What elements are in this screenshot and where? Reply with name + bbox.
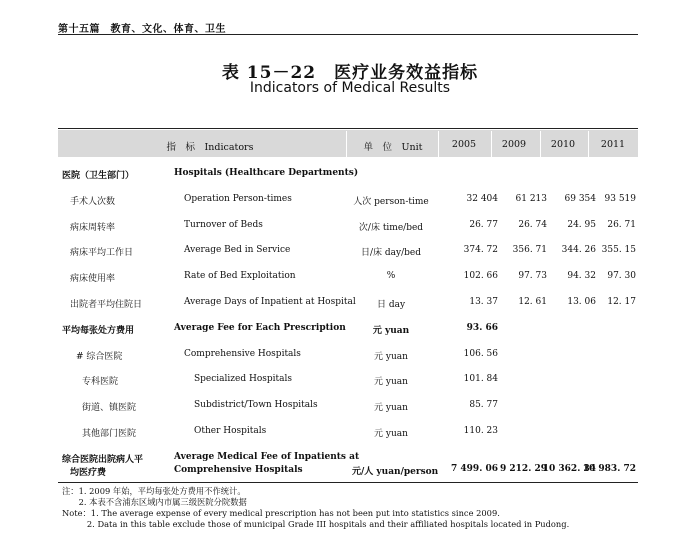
table-row — [58, 165, 638, 191]
value-2009: 61 213 — [515, 193, 547, 204]
page-header: 第十五篇 教育、文化、体育、卫生 — [58, 24, 226, 35]
row-unit: 次/床 time/bed — [358, 222, 424, 233]
row-unit: % — [386, 271, 396, 282]
header-year-2009: 2009 — [501, 139, 527, 150]
row-label-cn: # 综合医院 — [76, 351, 123, 362]
value-2011: 355. 15 — [601, 245, 636, 256]
row-label-cn: 平均每张处方费用 — [62, 325, 135, 336]
value-2011: 97. 30 — [607, 271, 636, 282]
table-row — [58, 423, 638, 449]
value-2005: 93. 66 — [466, 322, 498, 333]
value-2005: 374. 72 — [463, 245, 498, 256]
table-row — [58, 217, 638, 243]
row-label-en: Other Hospitals — [194, 426, 267, 436]
value-2011: 10 983. 72 — [582, 464, 636, 474]
row-label-en: Turnover of Beds — [184, 219, 263, 230]
row-unit: 人次 person-time — [353, 196, 429, 207]
row-label-cn: 病床使用率 — [70, 274, 116, 285]
table-row — [58, 320, 638, 346]
value-2010: 69 354 — [564, 193, 596, 204]
value-2009: 9 212. 29 — [500, 464, 547, 474]
row-label-cn: 病床平均工作日 — [70, 248, 134, 259]
value-2011: 26. 71 — [607, 219, 636, 230]
row-label-cn: 病床周转率 — [70, 222, 116, 233]
table-title-english: Indicators of Medical Results — [249, 80, 451, 96]
table-row — [58, 191, 638, 217]
value-2005: 32 404 — [466, 193, 498, 204]
row-label-cn: 医院（卫生部门） — [62, 171, 135, 181]
value-2005: 13. 37 — [469, 297, 498, 307]
value-2011: 12. 17 — [607, 297, 636, 307]
value-2005: 110. 23 — [463, 426, 498, 436]
row-unit: 元 yuan — [374, 403, 408, 414]
row-label-cn: 均医疗费 — [70, 468, 107, 478]
table-row — [58, 346, 638, 372]
row-label-cn: 出院者平均住院日 — [70, 300, 143, 310]
table-row — [58, 450, 638, 480]
row-label-en: Subdistrict/Town Hospitals — [194, 400, 318, 411]
row-label-en: Average Fee for Each Prescription — [174, 322, 346, 333]
note-line: 2. Data in this table exclude those of municipal Grade III hospitals and their affiliated hospitals located in Pudong. — [62, 519, 570, 529]
header-divider — [346, 131, 347, 157]
header-unit: 单 位 Unit — [363, 142, 423, 153]
value-2009: 26. 74 — [518, 219, 547, 230]
value-2010: 344. 26 — [561, 245, 596, 256]
row-label-en: Comprehensive Hospitals — [174, 465, 303, 475]
row-label-en: Average Days of Inpatient at Hospital — [184, 297, 356, 307]
row-unit: 元 yuan — [372, 325, 410, 336]
row-label-cn: 专科医院 — [82, 377, 119, 388]
table-row — [58, 242, 638, 268]
row-label-cn: 综合医院出院病人平 — [62, 455, 144, 465]
row-label-en: Rate of Bed Exploitation — [184, 271, 296, 282]
value-2005: 101. 84 — [463, 374, 498, 385]
value-2005: 85. 77 — [469, 400, 498, 411]
header-year-2005: 2005 — [451, 139, 477, 150]
value-2011: 93 519 — [604, 193, 636, 204]
row-label-en: Hospitals (Healthcare Departments) — [174, 168, 359, 178]
row-unit: 日/床 day/bed — [361, 248, 421, 259]
value-2005: 102. 66 — [463, 271, 498, 282]
table-bottom-rule — [58, 482, 638, 483]
value-2009: 97. 73 — [518, 271, 547, 282]
note-line: 注：1. 2009 年始，平均每张处方费用不作统计。 — [62, 486, 246, 496]
header-rule — [58, 34, 638, 35]
row-label-cn: 街道、镇医院 — [82, 403, 137, 414]
value-2009: 12. 61 — [518, 297, 547, 307]
value-2005: 7 499. 06 — [451, 464, 498, 474]
value-2005: 26. 77 — [469, 219, 498, 230]
table-row — [58, 268, 638, 294]
header-divider — [438, 131, 439, 157]
header-year-2011: 2011 — [600, 139, 626, 150]
value-2005: 106. 56 — [463, 348, 498, 359]
table-top-rule — [58, 128, 638, 129]
row-label-en: Comprehensive Hospitals — [184, 348, 301, 359]
header-indicator: 指 标 Indicators — [166, 142, 254, 153]
header-divider — [588, 131, 589, 157]
table-title-chinese: 表 15－22 医疗业务效益指标 — [221, 63, 479, 83]
row-label-en: Average Bed in Service — [184, 245, 291, 256]
row-label-en: Average Medical Fee of Inpatients at — [174, 452, 360, 462]
row-label-en: Operation Person-times — [184, 193, 292, 204]
row-unit: 日 day — [376, 300, 406, 310]
value-2010: 13. 06 — [567, 297, 596, 307]
row-unit: 元 yuan — [374, 377, 408, 388]
row-unit: 元 yuan — [374, 429, 408, 439]
table-row — [58, 371, 638, 397]
table-row — [58, 397, 638, 423]
table-row — [58, 294, 638, 320]
note-line: 2. 本表不含浦东区域内市属三级医院分院数据 — [62, 497, 247, 507]
value-2010: 24. 95 — [567, 219, 596, 230]
row-unit: 元/人 yuan/person — [352, 467, 439, 477]
row-label-en: Specialized Hospitals — [194, 374, 292, 385]
note-line: Note：1. The average expense of every medical prescription has not been put into statistics since 2009. — [62, 508, 500, 518]
row-label-cn: 其他部门医院 — [82, 429, 137, 439]
row-unit: 元 yuan — [374, 351, 408, 362]
value-2010: 94. 32 — [567, 271, 596, 282]
value-2009: 356. 71 — [512, 245, 547, 256]
row-label-cn: 手术人次数 — [70, 196, 116, 207]
header-year-2010: 2010 — [550, 139, 576, 150]
value-2010: 10 362. 34 — [542, 464, 596, 474]
